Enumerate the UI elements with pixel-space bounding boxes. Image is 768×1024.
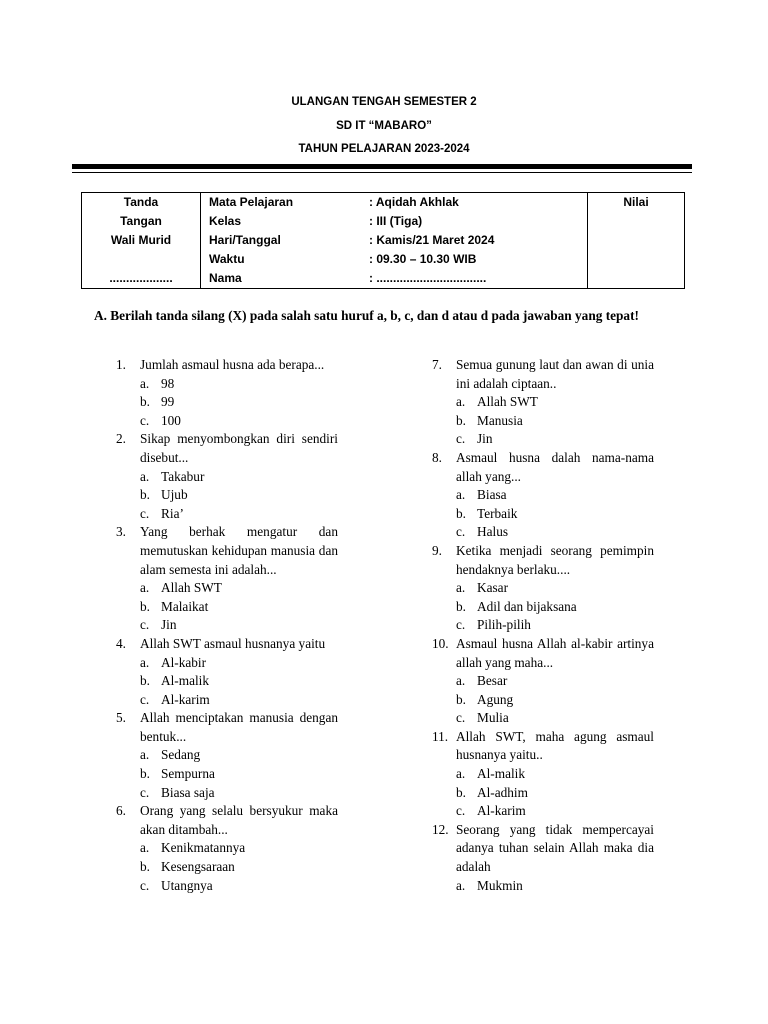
option-text: Pilih-pilih	[477, 617, 531, 633]
signature-label-line: Wali Murid	[110, 233, 172, 247]
question-item	[432, 542, 654, 579]
answer-option[interactable]	[116, 746, 338, 765]
option-letter: b.	[456, 412, 466, 428]
question-item	[116, 430, 338, 467]
answer-option[interactable]	[116, 505, 338, 524]
option-text: 100	[161, 412, 181, 428]
answer-option[interactable]	[116, 765, 338, 784]
answer-option[interactable]	[432, 486, 654, 505]
question-number: 11.	[432, 728, 449, 744]
option-text: 98	[161, 375, 175, 391]
answer-option[interactable]	[116, 672, 338, 691]
question-number: 5.	[116, 710, 126, 726]
signature-label-line: Tanda	[123, 195, 159, 209]
question-text: Asmaul husna Allah al-kabir artinya allah yang maha...	[456, 635, 654, 670]
option-text: Al-malik	[477, 766, 526, 782]
option-letter: c.	[140, 784, 150, 800]
question-number: 12.	[432, 821, 449, 837]
question-text: Orang yang selalu bersyukur maka akan ditambah...	[140, 803, 338, 837]
option-text: Besar	[477, 673, 508, 689]
option-text: Takabur	[161, 468, 205, 484]
option-letter: b.	[456, 784, 466, 800]
answer-option[interactable]	[116, 393, 338, 412]
answer-option[interactable]	[116, 691, 338, 710]
option-letter: c.	[140, 505, 150, 521]
option-letter: a.	[140, 654, 150, 670]
question-item	[116, 635, 338, 654]
option-text: Allah SWT	[477, 394, 538, 410]
option-letter: b.	[140, 487, 150, 503]
option-letter: b.	[456, 505, 466, 521]
answer-option[interactable]	[432, 691, 654, 710]
option-text: Malaikat	[161, 598, 209, 614]
answer-option[interactable]	[432, 523, 654, 542]
academic-year: TAHUN PELAJARAN 2023-2024	[298, 143, 470, 155]
answer-option[interactable]	[432, 802, 654, 821]
answer-option[interactable]	[432, 598, 654, 617]
question-number: 9.	[432, 542, 442, 558]
option-letter: a.	[456, 766, 466, 782]
signature-label-line: Tangan	[120, 214, 162, 228]
option-text: Al-malik	[161, 673, 210, 689]
option-text: Al-kabir	[161, 654, 207, 670]
detail-label: Nama	[209, 271, 242, 285]
option-letter: b.	[140, 859, 150, 875]
option-text: Ria’	[161, 505, 184, 521]
detail-value: : Kamis/21 Maret 2024	[369, 233, 495, 247]
question-text: Allah SWT asmaul husnanya yaitu	[140, 635, 326, 651]
option-letter: a.	[456, 580, 466, 596]
answer-option[interactable]	[116, 858, 338, 877]
option-letter: c.	[140, 691, 150, 707]
option-text: Ujub	[161, 487, 188, 503]
option-letter: b.	[140, 598, 150, 614]
option-text: Al-adhim	[477, 784, 528, 800]
signature-cell	[82, 193, 201, 289]
question-item	[432, 728, 654, 765]
answer-option[interactable]	[116, 412, 338, 431]
answer-option[interactable]	[116, 598, 338, 617]
answer-option[interactable]	[116, 877, 338, 896]
detail-label: Hari/Tanggal	[209, 233, 281, 247]
section-a-instruction: A. Berilah tanda silang (X) pada salah satu huruf a, b, c, dan d atau d pada jawaban yang tepat!	[94, 308, 639, 323]
question-number: 7.	[432, 357, 442, 372]
answer-option[interactable]	[432, 784, 654, 803]
exam-title: ULANGAN TENGAH SEMESTER 2	[291, 96, 477, 108]
option-letter: a.	[140, 840, 150, 856]
question-item	[432, 356, 654, 393]
option-letter: c.	[140, 877, 150, 893]
option-text: Al-karim	[161, 691, 210, 707]
question-number: 6.	[116, 803, 126, 819]
option-letter: b.	[140, 766, 150, 782]
option-letter: a.	[456, 394, 466, 410]
answer-option[interactable]	[432, 579, 654, 598]
answer-option[interactable]	[432, 412, 654, 431]
header-divider-thick	[72, 164, 692, 169]
question-text: Yang berhak mengatur dan memutuskan kehidupan manusia dan alam semesta ini adalah...	[140, 524, 338, 577]
answer-option[interactable]	[116, 654, 338, 673]
detail-label: Kelas	[209, 214, 242, 228]
option-letter: a.	[140, 375, 150, 391]
question-item	[432, 635, 654, 672]
option-letter: c.	[140, 617, 150, 633]
question-number: 10.	[432, 635, 449, 651]
question-text: Seorang yang tidak mempercayai adanya tuhan selain Allah maka dia adalah	[456, 821, 654, 875]
questions-right-column	[432, 356, 654, 895]
answer-option[interactable]	[432, 765, 654, 784]
option-text: Sempurna	[161, 766, 215, 782]
option-text: Mulia	[477, 710, 509, 726]
option-text: Allah SWT	[161, 580, 222, 596]
answer-option[interactable]	[116, 468, 338, 487]
option-letter: c.	[456, 803, 466, 819]
option-text: Kasar	[477, 580, 509, 596]
answer-option[interactable]	[116, 375, 338, 394]
option-letter: a.	[140, 747, 150, 763]
option-text: Manusia	[477, 412, 523, 428]
question-text: Allah SWT, maha agung asmaul husnanya yaitu..	[456, 728, 654, 763]
question-item	[116, 709, 338, 746]
question-text: Asmaul husna dalah nama-nama allah yang...	[456, 449, 654, 484]
option-text: Kenikmatannya	[161, 840, 246, 856]
answer-option[interactable]	[432, 393, 654, 412]
option-letter: a.	[456, 673, 466, 689]
answer-option[interactable]	[432, 505, 654, 524]
detail-value: : III (Tiga)	[369, 214, 423, 228]
option-letter: b.	[456, 598, 466, 614]
detail-value: : 09.30 – 10.30 WIB	[369, 252, 477, 266]
question-text: Semua gunung laut dan awan di unia ini adalah ciptaan..	[456, 357, 654, 391]
answer-option[interactable]	[116, 486, 338, 505]
signature-blank: ...................	[109, 271, 173, 285]
detail-value: : Aqidah Akhlak	[369, 195, 459, 209]
answer-option[interactable]	[432, 877, 654, 896]
option-text: Jin	[161, 617, 177, 633]
question-text: Jumlah asmaul husna ada berapa...	[140, 357, 325, 372]
question-item	[116, 356, 338, 375]
option-text: Agung	[477, 691, 514, 707]
option-text: Terbaik	[477, 505, 518, 521]
question-text: Sikap menyombongkan diri sendiri disebut...	[140, 431, 338, 465]
option-text: Biasa	[477, 487, 507, 503]
questions-left-column	[116, 356, 338, 895]
detail-row-time	[201, 250, 587, 269]
option-text: Halus	[477, 524, 509, 540]
question-text: Ketika menjadi seorang pemimpin hendaknya berlaku....	[456, 542, 654, 577]
question-number: 1.	[116, 357, 126, 372]
detail-row-class	[201, 212, 587, 231]
score-label: Nilai	[623, 195, 649, 209]
detail-row-name	[201, 269, 587, 288]
option-letter: a.	[456, 487, 466, 503]
question-number: 8.	[432, 449, 442, 465]
option-text: Mukmin	[477, 877, 523, 893]
info-table	[81, 192, 685, 289]
answer-option[interactable]	[116, 579, 338, 598]
option-letter: c.	[456, 524, 466, 540]
option-text: Jin	[477, 431, 493, 447]
question-item	[432, 449, 654, 486]
score-cell	[588, 193, 685, 289]
question-number: 3.	[116, 524, 126, 540]
option-letter: b.	[456, 691, 466, 707]
exam-details-cell	[201, 193, 588, 289]
question-item	[116, 802, 338, 839]
school-name: SD IT “MABARO”	[336, 120, 432, 132]
answer-option[interactable]	[116, 616, 338, 635]
question-item	[116, 523, 338, 579]
question-item	[432, 821, 654, 877]
option-letter: c.	[456, 431, 466, 447]
header-divider-thin	[72, 172, 692, 173]
detail-label: Waktu	[209, 252, 245, 266]
answer-option[interactable]	[116, 784, 338, 803]
detail-row-subject	[201, 193, 587, 212]
option-letter: a.	[456, 877, 466, 893]
option-letter: a.	[140, 468, 150, 484]
option-text: Biasa saja	[161, 784, 215, 800]
option-letter: c.	[140, 412, 150, 428]
option-text: Kesengsaraan	[161, 859, 235, 875]
answer-option[interactable]	[116, 839, 338, 858]
option-letter: b.	[140, 394, 150, 410]
answer-option[interactable]	[432, 616, 654, 635]
option-text: 99	[161, 394, 175, 410]
detail-row-date	[201, 231, 587, 250]
option-text: Adil dan bijaksana	[477, 598, 577, 614]
question-number: 4.	[116, 635, 126, 651]
option-letter: a.	[140, 580, 150, 596]
detail-value: : .................................	[369, 271, 487, 285]
detail-label: Mata Pelajaran	[209, 195, 294, 209]
option-text: Al-karim	[477, 803, 526, 819]
answer-option[interactable]	[432, 709, 654, 728]
option-letter: b.	[140, 673, 150, 689]
answer-option[interactable]	[432, 430, 654, 449]
answer-option[interactable]	[432, 672, 654, 691]
option-text: Utangnya	[161, 877, 213, 893]
option-letter: c.	[456, 710, 466, 726]
option-text: Sedang	[161, 747, 201, 763]
question-number: 2.	[116, 431, 126, 447]
question-text: Allah menciptakan manusia dengan bentuk...	[140, 710, 338, 744]
option-letter: c.	[456, 617, 466, 633]
